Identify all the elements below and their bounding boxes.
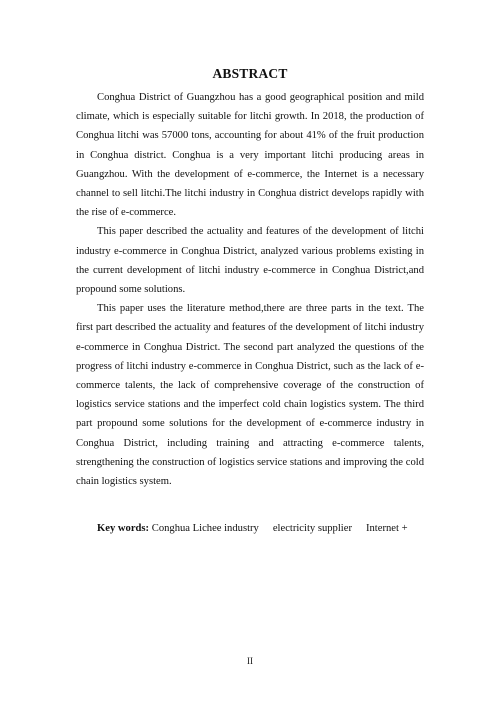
keywords-label: Key words:	[97, 523, 150, 534]
abstract-body	[76, 88, 424, 491]
keyword-item-1: Conghua Lichee industry	[151, 523, 259, 534]
keywords-line	[97, 521, 437, 537]
keyword-item-2: electricity supplier	[272, 523, 352, 534]
abstract-paragraph-2: This paper described the actuality and features of the development of litchi industry e-commerce in Conghua District, analyzed various problems existing in the current development of litchi industry e-commerce in Conghua District,and propound some solutions.	[76, 226, 424, 296]
abstract-paragraph-3: This paper uses the literature method,there are three parts in the text. The first part described the actuality and features of the development of litchi industry e-commerce in Conghua District. The second part analyzed the questions of the progress of litchi industry e-commerce in Conghua District, such as the lack of e-commerce talents, the lack of comprehensive coverage of the construction of logistics service stations and the imperfect cold chain logistics system. The third part propound some solutions for the development of e-commerce industry in Conghua District, including training and attracting e-commerce talents, strengthening the construction of logistics service stations and improving the cold chain logistics system.	[76, 303, 424, 488]
keyword-item-3: Internet +	[365, 523, 408, 534]
abstract-title: ABSTRACT	[212, 66, 288, 81]
abstract-paragraph-1: Conghua District of Guangzhou has a good geographical position and mild climate, which is especially suitable for litchi growth. In 2018, the production of Conghua litchi was 57000 tons, accounting for about 41% of the fruit production in Conghua district. Conghua is a very important litchi producing areas in Guangzhou. With the development of e-commerce, the Internet is a necessary channel to sell litchi.The litchi industry in Conghua district develops rapidly with the rise of e-commerce.	[76, 92, 424, 219]
page-number: II	[247, 656, 253, 666]
